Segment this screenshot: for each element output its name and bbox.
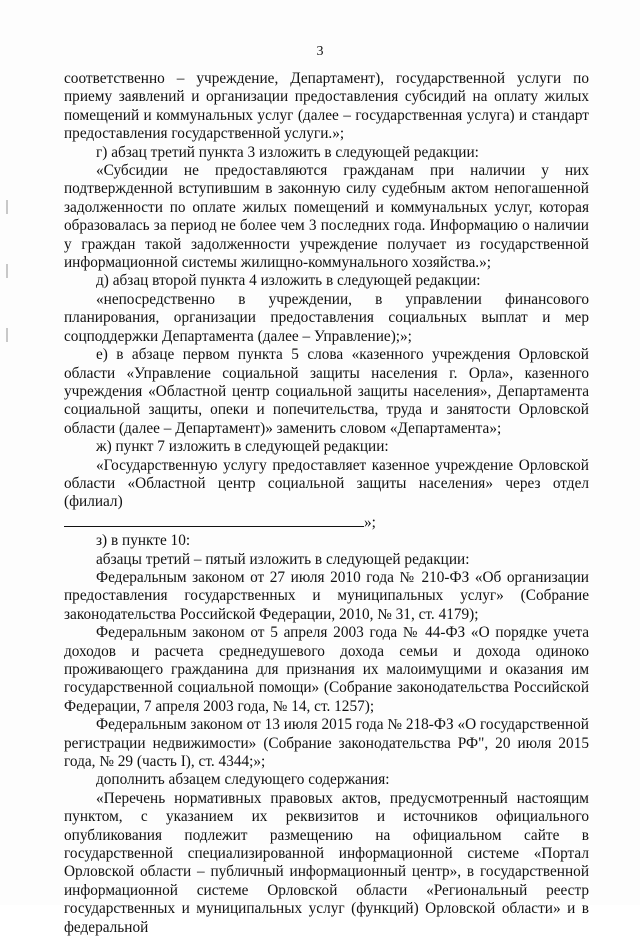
- scan-mark: [6, 328, 8, 342]
- scan-mark: [6, 200, 8, 214]
- scan-edge-marks: [6, 200, 8, 392]
- paragraph: г) абзац третий пункта 3 изложить в следующей редакции:: [96, 143, 479, 161]
- paragraph: дополнить абзацем следующего содержания:: [96, 771, 390, 789]
- page-number: 3: [316, 44, 324, 59]
- paragraph: з) в пункте 10:: [96, 532, 191, 550]
- paragraph: Федеральным законом от 13 июля 2015 года № 218-ФЗ «О государственной регистрации недвижимости» (Собрание законодательства РФ", 20 июля 2015 года, № 29 (часть I), ст. 4344;»;: [64, 716, 589, 771]
- paragraph: «Государственную услугу предоставляет казенное учреждение Орловской области «Областной центр социальной защиты населения» через отдел (филиал): [64, 456, 589, 511]
- scan-mark: [6, 264, 8, 278]
- blank-underline: [64, 512, 364, 527]
- document-body: [64, 70, 589, 937]
- paragraph: абзацы третий – пятый изложить в следующей редакции:: [96, 550, 470, 568]
- paragraph: Федеральным законом от 27 июля 2010 года № 210-ФЗ «Об организации предоставления государственных и муниципальных услуг» (Собрание законодательства Российской Федерации, 2010, № 31, ст. 4179);: [64, 568, 589, 623]
- blank-fill-line: [64, 512, 589, 532]
- paragraph: соответственно – учреждение, Департамент), государственной услуги по приему заявлений и организации предоставления субсидий на оплату жилых помещений и коммунальных услуг (далее – государственная услуга) и стандарт предоставления государственной услуги.»;: [64, 70, 589, 143]
- paragraph: «непосредственно в учреждении, в управлении финансового планирования, организации предоставления социальных выплат и мер соцподдержки Департамента (далее – Управление);»;: [64, 290, 589, 345]
- paragraph: е) в абзаце первом пункта 5 слова «казенного учреждения Орловской области «Управление социальной защиты населения г. Орла», казенного учреждения «Областной центр социальной защиты населения», Департамента социальной защиты, опеки и попечительства, труда и занятости Орловской области (далее – Департамент)» заменить словом «Департамента»;: [64, 346, 589, 437]
- paragraph: д) абзац второй пункта 4 изложить в следующей редакции:: [96, 272, 481, 290]
- paragraph: Федеральным законом от 5 апреля 2003 года № 44-ФЗ «О порядке учета доходов и расчета среднедушевого дохода семьи и дохода одиноко проживающего гражданина для признания их малоимущими и оказания им государственной социальной помощи» (Собрание законодательства Российской Федерации, 7 апреля 2003 года, № 14, ст. 1257);: [64, 624, 589, 715]
- paragraph: ж) пункт 7 изложить в следующей редакции:: [96, 438, 389, 456]
- paragraph: «Перечень нормативных правовых актов, предусмотренный настоящим пунктом, с указанием их реквизитов и источников официального опубликования подлежит размещению на официальном сайте в государственной специализированной информационной системе «Портал Орловской области – публичный информационный центр», в государственной информационной системе Орловской области «Региональный реестр государственных и муниципальных услуг (функций) Орловской области» и в федеральной: [64, 789, 589, 936]
- paragraph: «Субсидии не предоставляются гражданам при наличии у них подтвержденной вступившим в законную силу судебным актом непогашенной задолженности по оплате жилых помещений и коммунальных услуг, которая образовалась за период не более чем 3 последних года. Информацию о наличии у граждан такой задолженности учреждение получает из государственной информационной системы жилищно-коммунального хозяйства.»;: [64, 162, 589, 272]
- blank-line-suffix: »;: [364, 513, 376, 531]
